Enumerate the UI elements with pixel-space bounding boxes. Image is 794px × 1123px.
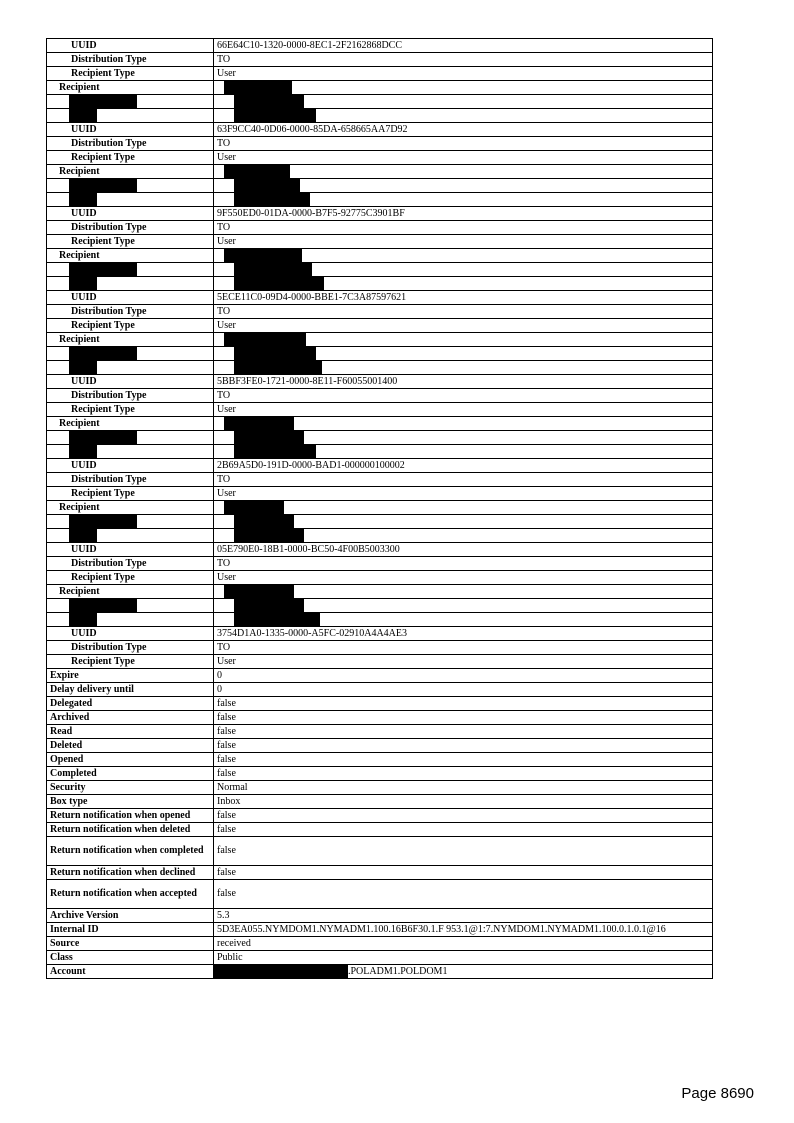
uuid-row-label: UUID: [47, 207, 214, 221]
recipient-type-row-value: User: [214, 655, 713, 669]
redaction-block: [224, 249, 302, 262]
field-row: [47, 781, 713, 795]
uuid-row-label: UUID: [47, 39, 214, 53]
redacted-row: [47, 431, 713, 445]
uuid-row: [47, 375, 713, 389]
distribution-type-row-label: Distribution Type: [47, 473, 214, 487]
redaction-block: [234, 445, 316, 458]
distribution-type-row-value: TO: [214, 221, 713, 235]
distribution-type-row: [47, 641, 713, 655]
distribution-type-row-value: TO: [214, 137, 713, 151]
field-row: [47, 937, 713, 951]
recipient-type-row-label: Recipient Type: [47, 319, 214, 333]
field-row: [47, 767, 713, 781]
field-row-value: false: [214, 866, 713, 880]
redacted-label: [47, 515, 214, 529]
field-row-label: Completed: [47, 767, 214, 781]
redaction-block: [224, 81, 292, 94]
recipient-type-row: [47, 571, 713, 585]
redaction-block: [234, 529, 304, 542]
redacted-value: [214, 109, 713, 123]
field-row-value: false: [214, 753, 713, 767]
field-row-value: false: [214, 739, 713, 753]
field-row: [47, 725, 713, 739]
field-row-label: Source: [47, 937, 214, 951]
recipient-type-row-value: User: [214, 403, 713, 417]
field-row: [47, 823, 713, 837]
recipient-row-label: Recipient: [47, 165, 214, 179]
distribution-type-row: [47, 557, 713, 571]
recipient-type-row-value: User: [214, 571, 713, 585]
redacted-label: [47, 263, 214, 277]
redaction-block: [69, 277, 97, 290]
recipient-type-row-value: User: [214, 487, 713, 501]
redacted-value: [214, 599, 713, 613]
field-row-label: Class: [47, 951, 214, 965]
redacted-row: [47, 277, 713, 291]
field-row-value: Inbox: [214, 795, 713, 809]
redacted-label: [47, 277, 214, 291]
field-row-label: Delay delivery until: [47, 683, 214, 697]
recipient-row: [47, 249, 713, 263]
field-row-value: false: [214, 767, 713, 781]
recipient-type-row-label: Recipient Type: [47, 67, 214, 81]
recipient-row-label: Recipient: [47, 417, 214, 431]
uuid-row-label: UUID: [47, 375, 214, 389]
redaction-block: [69, 179, 137, 192]
field-row-label: Deleted: [47, 739, 214, 753]
distribution-type-row-label: Distribution Type: [47, 557, 214, 571]
redacted-label: [47, 347, 214, 361]
field-row-value: false: [214, 837, 713, 866]
redacted-row: [47, 95, 713, 109]
uuid-row-value: 66E64C10-1320-0000-8EC1-2F2162868DCC: [214, 39, 713, 53]
recipient-row-label: Recipient: [47, 81, 214, 95]
distribution-type-row-label: Distribution Type: [47, 221, 214, 235]
field-row: [47, 711, 713, 725]
redacted-value: [214, 445, 713, 459]
redacted-value: [214, 277, 713, 291]
redaction-block: [69, 263, 137, 276]
redacted-row: [47, 613, 713, 627]
redacted-label: [47, 599, 214, 613]
distribution-type-row-value: TO: [214, 389, 713, 403]
recipient-type-row: [47, 655, 713, 669]
field-row: [47, 866, 713, 880]
field-row-label: Account: [47, 965, 214, 979]
recipient-type-row: [47, 319, 713, 333]
field-row-label: Box type: [47, 795, 214, 809]
document-table: [46, 38, 713, 979]
field-row-label: Archive Version: [47, 909, 214, 923]
redacted-row: [47, 361, 713, 375]
redacted-label: [47, 95, 214, 109]
field-row: [47, 965, 713, 979]
redaction-block: [69, 599, 137, 612]
distribution-type-row-value: TO: [214, 641, 713, 655]
uuid-row-value: 3754D1A0-1335-0000-A5FC-02910A4A4AE3: [214, 627, 713, 641]
distribution-type-row-value: TO: [214, 305, 713, 319]
redacted-row: [47, 179, 713, 193]
redaction-block: [234, 599, 304, 612]
recipient-row: [47, 81, 713, 95]
field-row-value: false: [214, 823, 713, 837]
redaction-block: [69, 529, 97, 542]
uuid-row: [47, 123, 713, 137]
uuid-row-value: 63F9CC40-0D06-0000-85DA-658665AA7D92: [214, 123, 713, 137]
distribution-type-row: [47, 137, 713, 151]
uuid-row: [47, 207, 713, 221]
recipient-row-value: [214, 249, 713, 263]
field-row-label: Archived: [47, 711, 214, 725]
redacted-value: [214, 347, 713, 361]
uuid-row-label: UUID: [47, 291, 214, 305]
distribution-type-row: [47, 473, 713, 487]
redaction-block: [234, 347, 316, 360]
redaction-block: [224, 585, 294, 598]
uuid-row-label: UUID: [47, 459, 214, 473]
field-row-value: 0: [214, 669, 713, 683]
field-row-value: received: [214, 937, 713, 951]
redaction-block: [224, 165, 290, 178]
recipient-type-row-value: User: [214, 151, 713, 165]
redacted-label: [47, 109, 214, 123]
recipient-type-row-value: User: [214, 235, 713, 249]
redacted-value: [214, 193, 713, 207]
redacted-value: [214, 263, 713, 277]
redacted-row: [47, 193, 713, 207]
uuid-row: [47, 291, 713, 305]
uuid-row-value: 5BBF3FE0-1721-0000-8E11-F60055001400: [214, 375, 713, 389]
recipient-row-value: [214, 585, 713, 599]
redacted-row: [47, 599, 713, 613]
field-row-value: Normal: [214, 781, 713, 795]
recipient-type-row-value: User: [214, 319, 713, 333]
redaction-block: [69, 361, 97, 374]
recipient-type-row-label: Recipient Type: [47, 487, 214, 501]
field-row-label: Opened: [47, 753, 214, 767]
recipient-row: [47, 585, 713, 599]
recipient-row-label: Recipient: [47, 585, 214, 599]
uuid-row-label: UUID: [47, 627, 214, 641]
field-row: [47, 809, 713, 823]
redacted-row: [47, 109, 713, 123]
recipient-type-row: [47, 487, 713, 501]
field-row: [47, 923, 713, 937]
redaction-block: [69, 431, 137, 444]
field-row: [47, 951, 713, 965]
recipient-row: [47, 501, 713, 515]
redaction-block: [69, 445, 97, 458]
uuid-row: [47, 543, 713, 557]
field-row-value: false: [214, 880, 713, 909]
redaction-block: [69, 193, 97, 206]
redaction-block: [234, 95, 304, 108]
field-row-label: Return notification when deleted: [47, 823, 214, 837]
redacted-value: [214, 613, 713, 627]
redacted-value: [214, 529, 713, 543]
redaction-block: [224, 333, 306, 346]
distribution-type-row-value: TO: [214, 473, 713, 487]
field-row-label: Return notification when completed: [47, 837, 214, 866]
redacted-label: [47, 361, 214, 375]
field-row-value: 5D3EA055.NYMDOM1.NYMADM1.100.16B6F30.1.F 953.1@1:7.NYMDOM1.NYMADM1.100.0.1.0.1@16: [214, 923, 713, 937]
recipient-row-value: [214, 417, 713, 431]
field-row-label: Read: [47, 725, 214, 739]
redacted-label: [47, 529, 214, 543]
field-row-value: 5.3: [214, 909, 713, 923]
recipient-row: [47, 165, 713, 179]
redacted-row: [47, 515, 713, 529]
recipient-row-label: Recipient: [47, 249, 214, 263]
recipient-row-value: [214, 165, 713, 179]
redacted-value: [214, 361, 713, 375]
field-row-value: false: [214, 809, 713, 823]
redacted-value: [214, 431, 713, 445]
recipient-type-row: [47, 67, 713, 81]
redaction-block: [224, 417, 294, 430]
field-row-value: false: [214, 725, 713, 739]
redaction-block: [69, 95, 137, 108]
redacted-value: [214, 515, 713, 529]
field-row-label: Return notification when declined: [47, 866, 214, 880]
recipient-row-value: [214, 333, 713, 347]
distribution-type-row-label: Distribution Type: [47, 137, 214, 151]
recipient-row: [47, 417, 713, 431]
distribution-type-row-label: Distribution Type: [47, 305, 214, 319]
distribution-type-row-value: TO: [214, 53, 713, 67]
recipient-row: [47, 333, 713, 347]
distribution-type-row-label: Distribution Type: [47, 641, 214, 655]
redacted-label: [47, 445, 214, 459]
distribution-type-row: [47, 53, 713, 67]
field-row-value: false: [214, 697, 713, 711]
redacted-row: [47, 347, 713, 361]
field-row: [47, 795, 713, 809]
uuid-row-label: UUID: [47, 543, 214, 557]
redaction-block: [69, 515, 137, 528]
field-row-value: false: [214, 711, 713, 725]
distribution-type-row-label: Distribution Type: [47, 53, 214, 67]
recipient-type-row-label: Recipient Type: [47, 235, 214, 249]
redacted-value: [214, 95, 713, 109]
redacted-row: [47, 445, 713, 459]
recipient-row-value: [214, 81, 713, 95]
field-row-label: Return notification when accepted: [47, 880, 214, 909]
uuid-row: [47, 627, 713, 641]
uuid-row-value: 5ECE11C0-09D4-0000-BBE1-7C3A87597621: [214, 291, 713, 305]
recipient-type-row-label: Recipient Type: [47, 403, 214, 417]
recipient-type-row: [47, 403, 713, 417]
uuid-row: [47, 459, 713, 473]
distribution-type-row: [47, 305, 713, 319]
recipient-type-row: [47, 235, 713, 249]
distribution-type-row: [47, 389, 713, 403]
field-row-label: Expire: [47, 669, 214, 683]
field-row: [47, 669, 713, 683]
redaction-block: [234, 179, 300, 192]
recipient-type-row-value: User: [214, 67, 713, 81]
uuid-row-value: 9F550ED0-01DA-0000-B7F5-92775C3901BF: [214, 207, 713, 221]
redaction-block: [69, 613, 97, 626]
uuid-row-value: 05E790E0-18B1-0000-BC50-4F00B5003300: [214, 543, 713, 557]
field-row: [47, 739, 713, 753]
redacted-row: [47, 263, 713, 277]
redacted-row: [47, 529, 713, 543]
redaction-block: [234, 263, 312, 276]
field-row: [47, 909, 713, 923]
recipient-type-row: [47, 151, 713, 165]
recipient-type-row-label: Recipient Type: [47, 571, 214, 585]
field-row: [47, 753, 713, 767]
redaction-block: [234, 361, 322, 374]
redaction-block: [234, 613, 320, 626]
account-suffix: .POLADM1.POLDOM1: [348, 965, 448, 977]
redacted-label: [47, 179, 214, 193]
field-row: [47, 837, 713, 866]
distribution-type-row-label: Distribution Type: [47, 389, 214, 403]
uuid-row-label: UUID: [47, 123, 214, 137]
page-number: Page 8690: [681, 1085, 754, 1102]
field-row-value: Public: [214, 951, 713, 965]
redaction-block: [214, 965, 348, 978]
redaction-block: [234, 431, 304, 444]
recipient-row-value: [214, 501, 713, 515]
distribution-type-row: [47, 221, 713, 235]
field-row-label: Delegated: [47, 697, 214, 711]
field-row-value: 0: [214, 683, 713, 697]
redacted-label: [47, 613, 214, 627]
recipient-row-label: Recipient: [47, 501, 214, 515]
redaction-block: [224, 501, 284, 514]
redacted-label: [47, 431, 214, 445]
redaction-block: [69, 109, 97, 122]
uuid-row-value: 2B69A5D0-191D-0000-BAD1-000000100002: [214, 459, 713, 473]
redacted-value: [214, 179, 713, 193]
field-row-label: Internal ID: [47, 923, 214, 937]
recipient-type-row-label: Recipient Type: [47, 655, 214, 669]
uuid-row: [47, 39, 713, 53]
field-row-label: Return notification when opened: [47, 809, 214, 823]
field-row-value: [214, 965, 713, 979]
field-row: [47, 697, 713, 711]
recipient-type-row-label: Recipient Type: [47, 151, 214, 165]
recipient-row-label: Recipient: [47, 333, 214, 347]
field-row: [47, 683, 713, 697]
distribution-type-row-value: TO: [214, 557, 713, 571]
redaction-block: [234, 109, 316, 122]
redaction-block: [234, 277, 324, 290]
field-row-label: Security: [47, 781, 214, 795]
redaction-block: [234, 193, 310, 206]
redacted-label: [47, 193, 214, 207]
field-row: [47, 880, 713, 909]
redaction-block: [69, 347, 137, 360]
redaction-block: [234, 515, 294, 528]
